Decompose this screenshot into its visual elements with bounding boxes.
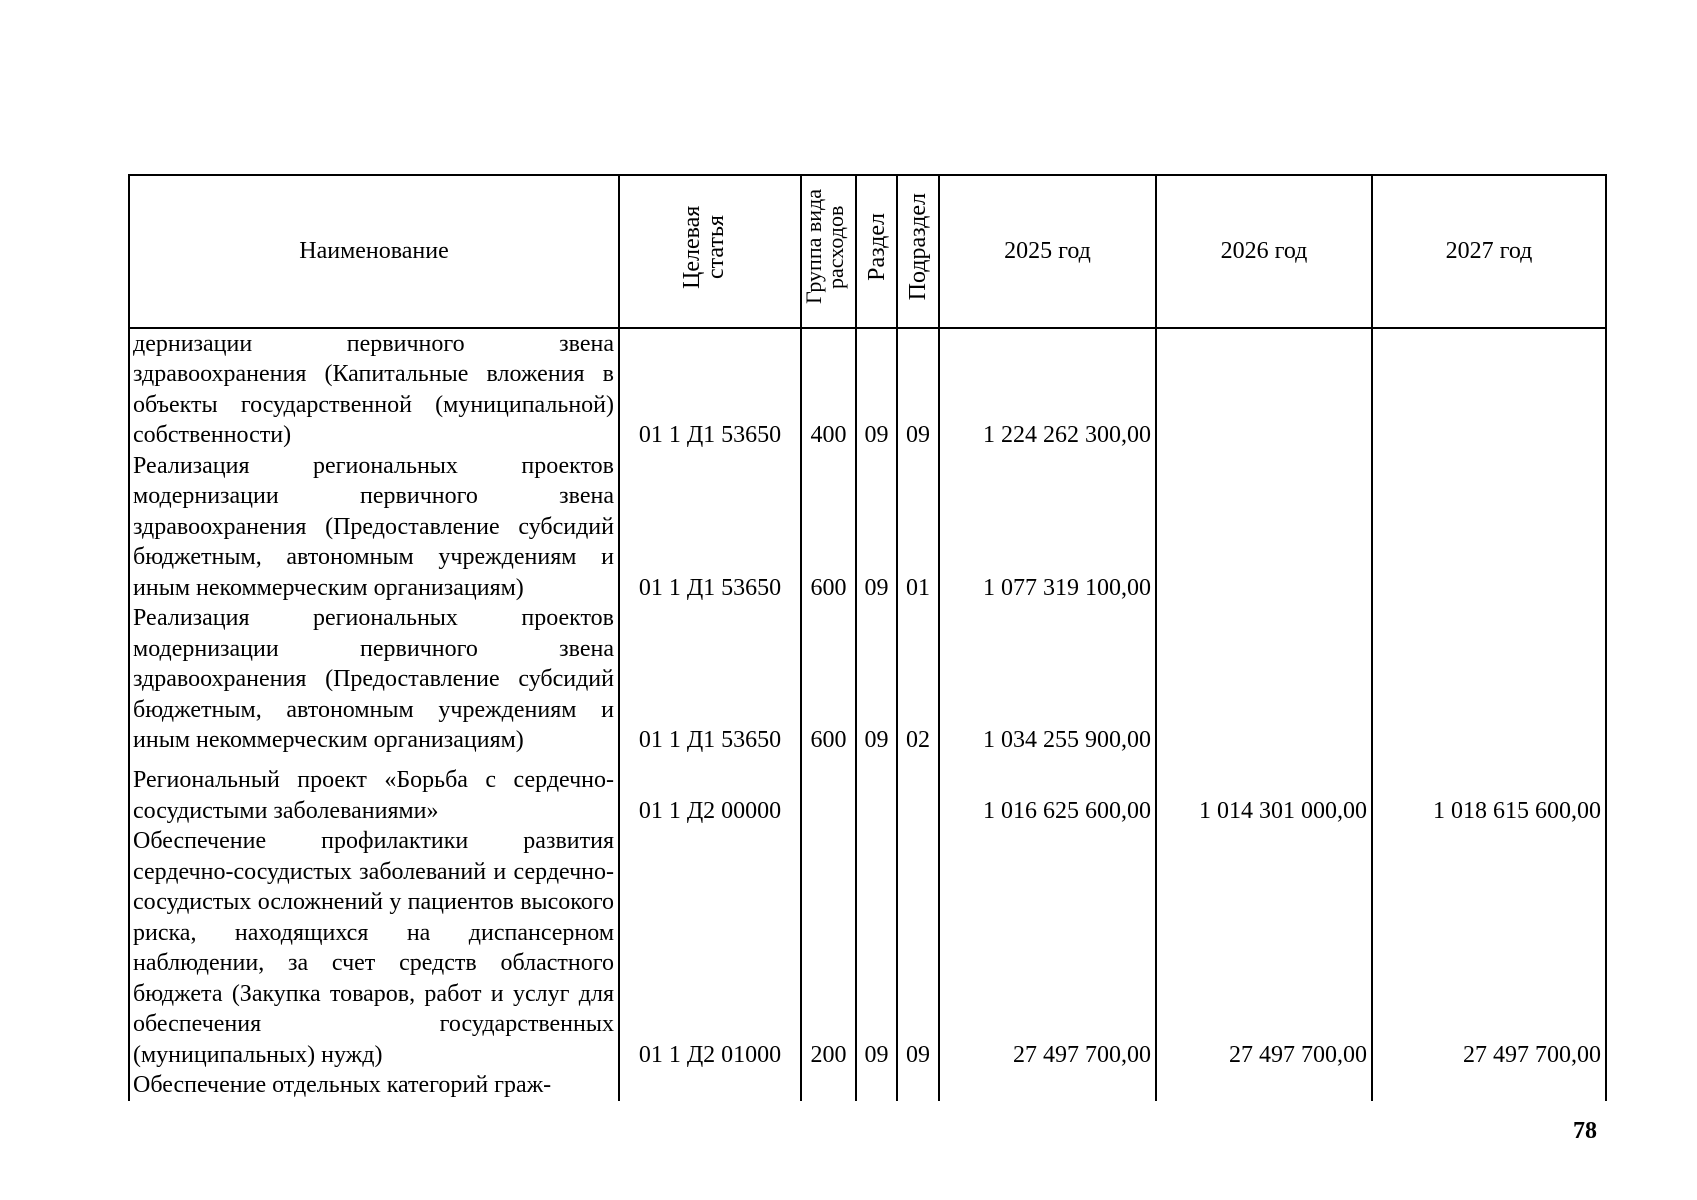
table-row <box>129 756 1606 827</box>
row-2026 <box>1156 328 1372 451</box>
table-row <box>129 451 1606 604</box>
row-2025: 27 497 700,00 <box>939 826 1156 1070</box>
table-header-row <box>129 175 1606 328</box>
row-group: 400 <box>801 328 856 451</box>
table-row <box>129 603 1606 756</box>
row-name: дернизации первичного звена здравоохранения (Капитальные вложения в объекты государственной (муниципальной) собственности) <box>129 328 619 451</box>
row-2026: 1 014 301 000,00 <box>1156 756 1372 827</box>
row-2026 <box>1156 451 1372 604</box>
row-target <box>619 1070 801 1101</box>
page-number: 78 <box>1573 1118 1597 1144</box>
header-subsection: Подраздел <box>897 175 939 328</box>
header-2026: 2026 год <box>1156 175 1372 328</box>
row-subsection: 09 <box>897 328 939 451</box>
row-2026: 27 497 700,00 <box>1156 826 1372 1070</box>
row-section <box>856 1070 897 1101</box>
header-section: Раздел <box>856 175 897 328</box>
header-target: Целевая статья <box>619 175 801 328</box>
row-subsection: 02 <box>897 603 939 756</box>
header-2027: 2027 год <box>1372 175 1606 328</box>
row-name: Региональный проект «Борьба с сердечно-сосудистыми заболеваниями» <box>129 756 619 827</box>
row-group: 200 <box>801 826 856 1070</box>
row-subsection <box>897 1070 939 1101</box>
row-name: Обеспечение профилактики развития сердечно-сосудистых заболеваний и сердечно-сосудистых осложнений у пациентов высокого риска, находящихся на диспансерном наблюдении, за счет средств областного бюджета (Закупка товаров, работ и услуг для обеспечения государственных (муниципальных) нужд) <box>129 826 619 1070</box>
row-target: 01 1 Д1 53650 <box>619 328 801 451</box>
row-2027 <box>1372 603 1606 756</box>
row-2025: 1 034 255 900,00 <box>939 603 1156 756</box>
row-2026 <box>1156 1070 1372 1101</box>
row-2027: 27 497 700,00 <box>1372 826 1606 1070</box>
row-2027 <box>1372 328 1606 451</box>
row-2025: 1 077 319 100,00 <box>939 451 1156 604</box>
row-section: 09 <box>856 603 897 756</box>
header-2025: 2025 год <box>939 175 1156 328</box>
row-name: Обеспечение отдельных категорий граж- <box>129 1070 619 1101</box>
budget-table <box>128 174 1607 1101</box>
row-subsection <box>897 756 939 827</box>
header-name: Наименование <box>129 175 619 328</box>
header-group: Группа вида расходов <box>801 175 856 328</box>
row-subsection: 01 <box>897 451 939 604</box>
row-2025 <box>939 1070 1156 1101</box>
row-group <box>801 1070 856 1101</box>
row-2025: 1 224 262 300,00 <box>939 328 1156 451</box>
table-row <box>129 328 1606 451</box>
table-row <box>129 826 1606 1070</box>
table-row <box>129 1070 1606 1101</box>
row-group <box>801 756 856 827</box>
row-target: 01 1 Д1 53650 <box>619 603 801 756</box>
row-section: 09 <box>856 451 897 604</box>
row-subsection: 09 <box>897 826 939 1070</box>
row-group: 600 <box>801 603 856 756</box>
row-2027: 1 018 615 600,00 <box>1372 756 1606 827</box>
row-2027 <box>1372 451 1606 604</box>
row-target: 01 1 Д2 01000 <box>619 826 801 1070</box>
row-name: Реализация региональных проектов модернизации первичного звена здравоохранения (Предоставление субсидий бюджетным, автономным учреждениям и иным некоммерческим организациям) <box>129 451 619 604</box>
row-section: 09 <box>856 328 897 451</box>
row-group: 600 <box>801 451 856 604</box>
row-2026 <box>1156 603 1372 756</box>
row-2027 <box>1372 1070 1606 1101</box>
row-section <box>856 756 897 827</box>
row-target: 01 1 Д1 53650 <box>619 451 801 604</box>
row-2025: 1 016 625 600,00 <box>939 756 1156 827</box>
row-section: 09 <box>856 826 897 1070</box>
row-target: 01 1 Д2 00000 <box>619 756 801 827</box>
row-name: Реализация региональных проектов модернизации первичного звена здравоохранения (Предоставление субсидий бюджетным, автономным учреждениям и иным некоммерческим организациям) <box>129 603 619 756</box>
